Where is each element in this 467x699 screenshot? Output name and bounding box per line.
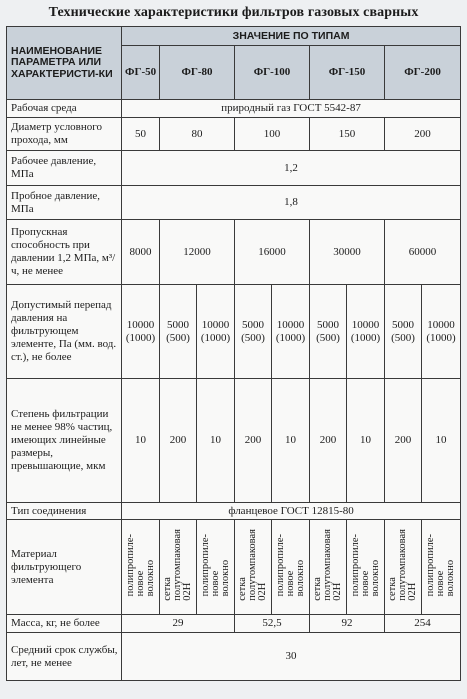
cell-value: 5000 (500) bbox=[160, 285, 197, 379]
row-label: Тип соединения bbox=[7, 503, 122, 520]
table-row bbox=[7, 633, 461, 681]
row-label: Пробное давление, МПа bbox=[7, 186, 122, 220]
cell-value: 100 bbox=[235, 118, 310, 151]
table-row bbox=[7, 151, 461, 186]
cell-value: полипропиле- новое волокно bbox=[347, 520, 385, 615]
cell-value: 30000 bbox=[310, 220, 385, 285]
cell-value: 10 bbox=[347, 379, 385, 503]
cell-value: 30 bbox=[122, 633, 461, 681]
cell-value: 10000 (1000) bbox=[122, 285, 160, 379]
table-row bbox=[7, 503, 461, 520]
cell-value: 29 bbox=[122, 615, 235, 633]
cell-value: 254 bbox=[385, 615, 461, 633]
cell-value: 10000 (1000) bbox=[272, 285, 310, 379]
row-label: Материал фильтрующего элемента bbox=[7, 520, 122, 615]
table-row bbox=[7, 520, 461, 615]
row-label: Диаметр условного прохода, мм bbox=[7, 118, 122, 151]
cell-value: 60000 bbox=[385, 220, 461, 285]
cell-value: 150 bbox=[310, 118, 385, 151]
cell-value: 200 bbox=[160, 379, 197, 503]
table-row bbox=[7, 186, 461, 220]
row-label: Рабочая среда bbox=[7, 100, 122, 118]
cell-value: 1,2 bbox=[122, 151, 461, 186]
row-label: Рабочее давление, МПа bbox=[7, 151, 122, 186]
cell-value: 10000 (1000) bbox=[422, 285, 461, 379]
table-row bbox=[7, 615, 461, 633]
cell-value: 1,8 bbox=[122, 186, 461, 220]
table-row bbox=[7, 379, 461, 503]
cell-value: 5000 (500) bbox=[385, 285, 422, 379]
table-row bbox=[7, 285, 461, 379]
row-label: Степень фильтрации не менее 98% частиц, имеющих линейные размеры, превышающие, мкм bbox=[7, 379, 122, 503]
cell-value: 10 bbox=[272, 379, 310, 503]
cell-value: 5000 (500) bbox=[235, 285, 272, 379]
cell-value: 52,5 bbox=[235, 615, 310, 633]
cell-value: 200 bbox=[385, 118, 461, 151]
cell-value: фланцевое ГОСТ 12815-80 bbox=[122, 503, 461, 520]
values-header: ЗНАЧЕНИЕ ПО ТИПАМ bbox=[122, 27, 461, 46]
cell-value: полипропиле- новое волокно bbox=[272, 520, 310, 615]
cell-value: 10 bbox=[197, 379, 235, 503]
cell-value: 92 bbox=[310, 615, 385, 633]
cell-value: 10000 (1000) bbox=[347, 285, 385, 379]
row-label: Масса, кг, не более bbox=[7, 615, 122, 633]
cell-value: полипропиле- новое волокно bbox=[422, 520, 461, 615]
cell-value: природный газ ГОСТ 5542-87 bbox=[122, 100, 461, 118]
row-label: Допустимый перепад давления на фильтрующем элементе, Па (мм. вод. ст.), не более bbox=[7, 285, 122, 379]
cell-value: 10 bbox=[122, 379, 160, 503]
type-fg100: ФГ-100 bbox=[235, 46, 310, 100]
header-row bbox=[7, 27, 461, 46]
cell-value: сетка полутомпаковая 02Н bbox=[310, 520, 347, 615]
cell-value: 200 bbox=[385, 379, 422, 503]
table-row bbox=[7, 220, 461, 285]
cell-value: 8000 bbox=[122, 220, 160, 285]
cell-value: сетка полутомпаковая 02Н bbox=[385, 520, 422, 615]
cell-value: сетка полутомпаковая 02Н bbox=[160, 520, 197, 615]
cell-value: 10000 (1000) bbox=[197, 285, 235, 379]
cell-value: 50 bbox=[122, 118, 160, 151]
row-label: Средний срок службы, лет, не менее bbox=[7, 633, 122, 681]
cell-value: 80 bbox=[160, 118, 235, 151]
spec-table bbox=[6, 26, 461, 681]
type-fg50: ФГ-50 bbox=[122, 46, 160, 100]
type-fg80: ФГ-80 bbox=[160, 46, 235, 100]
cell-value: 10 bbox=[422, 379, 461, 503]
table-row bbox=[7, 118, 461, 151]
cell-value: 16000 bbox=[235, 220, 310, 285]
cell-value: сетка полутомпаковая 02Н bbox=[235, 520, 272, 615]
cell-value: 5000 (500) bbox=[310, 285, 347, 379]
cell-value: 12000 bbox=[160, 220, 235, 285]
cell-value: 200 bbox=[310, 379, 347, 503]
page-title: Технические характеристики фильтров газовых сварных bbox=[48, 5, 419, 20]
cell-value: полипропиле- новое волокно bbox=[197, 520, 235, 615]
cell-value: 200 bbox=[235, 379, 272, 503]
type-fg150: ФГ-150 bbox=[310, 46, 385, 100]
cell-value: полипропиле- новое волокно bbox=[122, 520, 160, 615]
row-label: Пропускная способность при давлении 1,2 МПа, м³/ч, не менее bbox=[7, 220, 122, 285]
type-fg200: ФГ-200 bbox=[385, 46, 461, 100]
param-header: НАИМЕНОВАНИЕ ПАРАМЕТРА ИЛИ ХАРАКТЕРИСТИ-КИ bbox=[7, 27, 122, 100]
table-row bbox=[7, 100, 461, 118]
